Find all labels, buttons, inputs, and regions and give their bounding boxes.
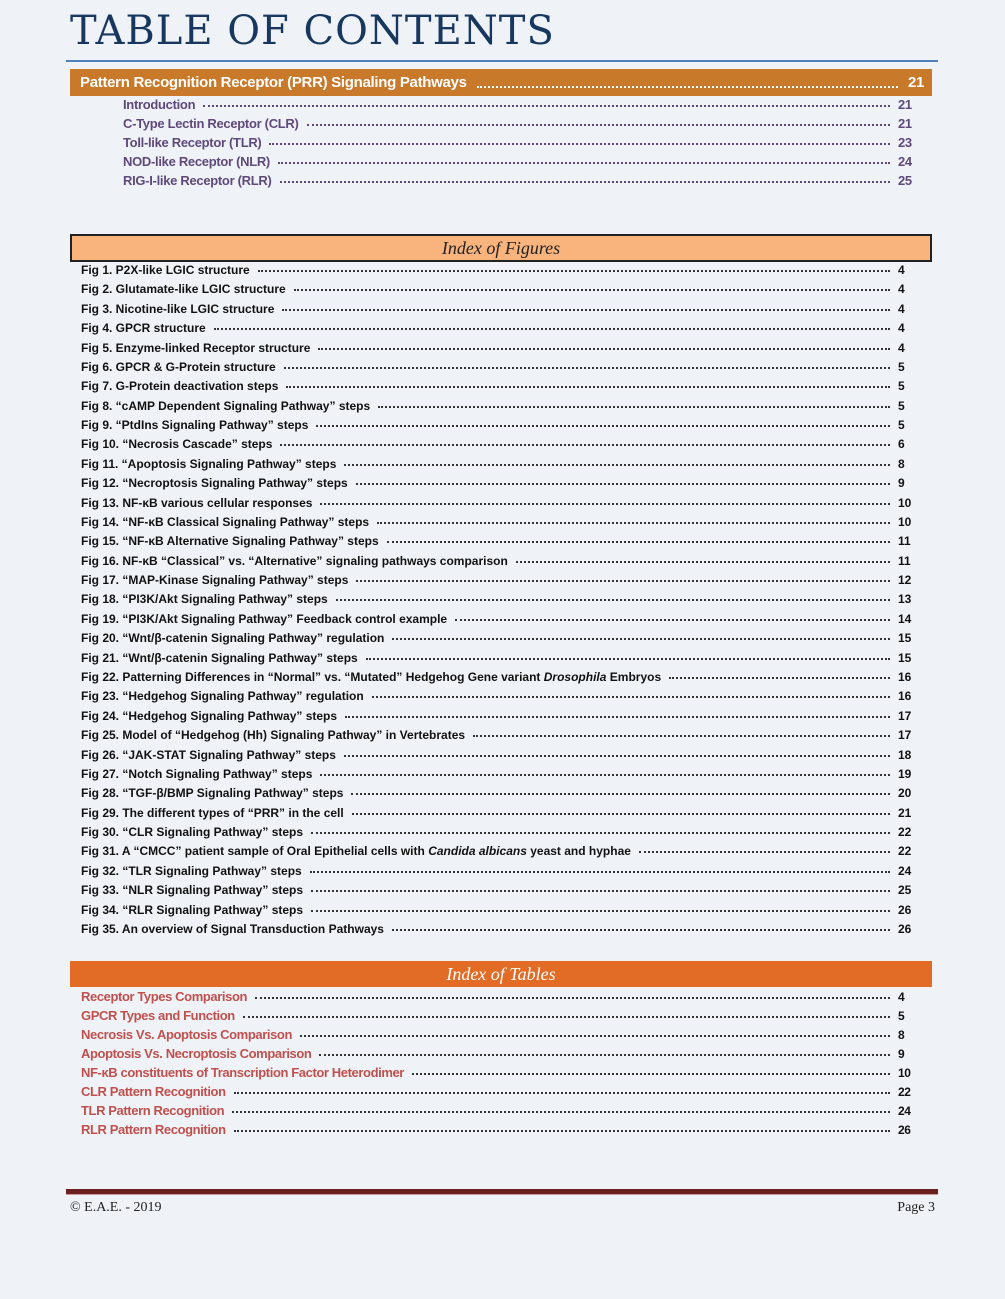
toc-entry-label xyxy=(81,457,336,471)
title-divider xyxy=(66,60,938,62)
toc-entry-page: 21 xyxy=(898,116,912,131)
figure-entry[interactable] xyxy=(81,903,920,917)
label-text: Fig 32. “TLR Signaling Pathway” steps xyxy=(81,863,302,878)
dot-leader xyxy=(344,755,890,757)
label-text: Candida albicans xyxy=(428,844,527,859)
table-entry[interactable] xyxy=(81,1008,920,1023)
dot-leader xyxy=(412,1073,890,1075)
figure-entry[interactable] xyxy=(81,399,920,413)
label-text: Fig 9. “PtdIns Signaling Pathway” steps xyxy=(81,418,309,433)
label-text: Fig 6. GPCR & G-Protein structure xyxy=(81,359,276,374)
toc-entry-page: 18 xyxy=(898,747,912,762)
label-text: Fig 4. GPCR structure xyxy=(81,321,206,336)
label-text: Fig 16. NF-κB “Classical” vs. “Alternative” signaling pathways comparison xyxy=(81,553,508,568)
toc-entry-page: 5 xyxy=(898,379,905,394)
toc-subentry[interactable] xyxy=(123,173,920,188)
figure-entry[interactable] xyxy=(81,883,920,897)
toc-entry-label xyxy=(81,825,303,839)
toc-entry-page: 9 xyxy=(898,476,905,491)
toc-entry-label xyxy=(81,573,348,587)
label-text: CLR Pattern Recognition xyxy=(81,1084,226,1099)
label-text: Embryos xyxy=(606,669,662,684)
label-text: TLR Pattern Recognition xyxy=(81,1103,225,1118)
toc-entry-label xyxy=(81,282,286,296)
footer-divider xyxy=(66,1189,938,1195)
toc-entry-label xyxy=(81,1065,404,1080)
toc-entry-page: 4 xyxy=(898,263,905,277)
label-text: Fig 19. “PI3K/Akt Signaling Pathway” Feedback control example xyxy=(81,611,448,626)
dot-leader xyxy=(258,270,890,272)
figure-entry[interactable] xyxy=(81,476,920,490)
toc-entry-page: 17 xyxy=(898,728,912,743)
toc-entry-page: 16 xyxy=(898,689,912,704)
toc-entry-label xyxy=(81,476,348,490)
dot-leader xyxy=(377,522,890,524)
figure-entry[interactable] xyxy=(81,302,920,316)
label-text: Fig 20. “Wnt/β-catenin Signaling Pathway” regulation xyxy=(81,631,385,646)
toc-entry-page: 11 xyxy=(898,553,911,568)
toc-entry-page: 20 xyxy=(898,786,912,801)
toc-entry-label xyxy=(81,1046,311,1061)
label-text: Fig 29. The different types of “PRR” in the cell xyxy=(81,805,344,820)
toc-entry-page: 5 xyxy=(898,1009,905,1023)
dot-leader xyxy=(473,735,890,737)
dot-leader xyxy=(351,793,890,795)
toc-entry-label xyxy=(81,767,312,781)
dot-leader xyxy=(372,696,890,698)
figure-entry[interactable] xyxy=(81,496,920,510)
figure-entry[interactable] xyxy=(81,631,920,645)
toc-entry-label: Pattern Recognition Receptor (PRR) Signaling Pathways xyxy=(80,74,467,91)
label-text: Fig 27. “Notch Signaling Pathway” steps xyxy=(81,766,313,781)
label-text: Fig 31. A “CMCC” patient sample of Oral Epithelial cells with xyxy=(81,844,429,859)
figure-entry[interactable] xyxy=(81,263,920,277)
toc-entry-page: 4 xyxy=(898,301,905,316)
toc-entry-page: 23 xyxy=(898,135,912,150)
toc-entry-page: 14 xyxy=(898,611,912,626)
label-text: Fig 8. “cAMP Dependent Signaling Pathway” steps xyxy=(81,398,371,413)
toc-entry-page: 21 xyxy=(898,97,912,112)
table-entry[interactable] xyxy=(81,1065,920,1080)
toc-entry-label xyxy=(81,806,344,820)
dot-leader xyxy=(378,406,890,408)
label-text: Fig 5. Enzyme-linked Receptor structure xyxy=(81,340,311,355)
toc-entry-label xyxy=(81,418,308,432)
toc-entry-label xyxy=(81,437,272,451)
toc-entry-page: 21 xyxy=(898,805,912,820)
toc-entry-label xyxy=(81,592,328,606)
footer-page-number: Page 3 xyxy=(897,1200,935,1215)
toc-entry-label xyxy=(81,922,384,936)
toc-entry-label xyxy=(123,135,261,150)
figure-entry[interactable] xyxy=(81,282,920,296)
toc-entry-label xyxy=(81,515,369,529)
toc-entry-page: 15 xyxy=(898,650,912,665)
table-entry[interactable] xyxy=(81,1046,920,1061)
toc-entry-label xyxy=(81,883,303,897)
toc-entry-page: 26 xyxy=(898,921,912,936)
toc-entry-page: 17 xyxy=(898,708,912,723)
toc-entry-page: 10 xyxy=(898,1066,911,1080)
toc-entry-page: 26 xyxy=(898,902,912,917)
table-entry[interactable] xyxy=(81,1103,920,1118)
toc-entry-page: 5 xyxy=(898,398,905,413)
dot-leader xyxy=(319,1054,890,1056)
toc-entry-page: 25 xyxy=(898,173,912,188)
dot-leader xyxy=(477,86,898,88)
label-text: Fig 13. NF-κB various cellular responses xyxy=(81,495,313,510)
dot-leader xyxy=(300,1035,890,1037)
dot-leader xyxy=(255,997,890,999)
dot-leader xyxy=(311,890,890,892)
toc-entry-page: 15 xyxy=(898,631,912,646)
toc-entry-label xyxy=(81,263,250,277)
figure-entry[interactable] xyxy=(81,341,920,355)
dot-leader xyxy=(318,348,890,350)
figure-entry[interactable] xyxy=(81,321,920,335)
dot-leader xyxy=(311,910,890,912)
figure-entry[interactable] xyxy=(81,670,920,684)
label-text: Apoptosis Vs. Necroptosis Comparison xyxy=(81,1046,312,1061)
figure-entry[interactable] xyxy=(81,748,920,762)
index-of-figures-header: Index of Figures xyxy=(70,234,932,262)
label-text: Fig 7. G-Protein deactivation steps xyxy=(81,379,279,394)
label-text: Fig 30. “CLR Signaling Pathway” steps xyxy=(81,825,304,840)
toc-entry-label xyxy=(81,864,302,878)
label-text: Fig 22. Patterning Differences in “Normal” vs. “Mutated” Hedgehog Gene variant xyxy=(81,669,544,684)
label-text: NOD-like Receptor (NLR) xyxy=(123,154,270,169)
toc-entry-label xyxy=(123,116,299,131)
label-text: Fig 23. “Hedgehog Signaling Pathway” regulation xyxy=(81,689,364,704)
dot-leader xyxy=(294,289,890,291)
toc-entry-label xyxy=(81,989,247,1004)
dot-leader xyxy=(316,425,890,427)
toc-entry-label xyxy=(81,1122,226,1137)
label-text: Fig 21. “Wnt/β-catenin Signaling Pathway” steps xyxy=(81,650,358,665)
toc-entry-page: 13 xyxy=(898,592,912,607)
toc-entry-label xyxy=(81,709,337,723)
dot-leader xyxy=(310,871,890,873)
toc-entry-label xyxy=(123,173,272,188)
label-text: Fig 33. “NLR Signaling Pathway” steps xyxy=(81,883,304,898)
figure-entry[interactable] xyxy=(81,437,920,451)
table-entry[interactable] xyxy=(81,1027,920,1042)
toc-entry-label xyxy=(81,341,310,355)
figure-entry[interactable] xyxy=(81,864,920,878)
toc-entry-label xyxy=(81,1084,226,1099)
label-text: Fig 34. “RLR Signaling Pathway” steps xyxy=(81,902,304,917)
figure-entry[interactable] xyxy=(81,922,920,936)
figure-entry[interactable] xyxy=(81,786,920,800)
label-text: Fig 2. Glutamate-like LGIC structure xyxy=(81,282,286,297)
toc-entry-label xyxy=(81,302,274,316)
toc-entry-page: 4 xyxy=(898,282,905,297)
dot-leader xyxy=(516,561,890,563)
label-text: Fig 35. An overview of Signal Transduction Pathways xyxy=(81,921,384,936)
dot-leader xyxy=(392,929,890,931)
toc-entry-label xyxy=(81,360,276,374)
label-text: Necrosis Vs. Apoptosis Comparison xyxy=(81,1027,292,1042)
dot-leader xyxy=(280,444,890,446)
toc-subentry[interactable] xyxy=(123,154,920,169)
toc-entry-page: 5 xyxy=(898,418,905,433)
label-text: Receptor Types Comparison xyxy=(81,989,248,1004)
toc-entry-label xyxy=(81,1103,224,1118)
figure-entry[interactable] xyxy=(81,534,920,548)
toc-entry-page: 12 xyxy=(898,573,912,588)
toc-entry-page: 4 xyxy=(898,321,905,336)
figure-entry[interactable] xyxy=(81,709,920,723)
dot-leader xyxy=(203,105,890,107)
label-text: Fig 26. “JAK-STAT Signaling Pathway” steps xyxy=(81,747,336,762)
dot-leader xyxy=(669,677,890,679)
label-text: Fig 14. “NF-κB Classical Signaling Pathway” steps xyxy=(81,514,370,529)
toc-subentry[interactable] xyxy=(123,116,920,131)
label-text: yeast and hyphae xyxy=(526,844,631,859)
toc-entry-label xyxy=(81,748,336,762)
toc-entry-page: 5 xyxy=(898,359,905,374)
figure-entry[interactable] xyxy=(81,689,920,703)
page-title: TABLE OF CONTENTS xyxy=(70,8,555,54)
toc-entry-page: 4 xyxy=(898,340,905,355)
label-text: RLR Pattern Recognition xyxy=(81,1122,226,1137)
figure-entry[interactable] xyxy=(81,379,920,393)
figure-entry[interactable] xyxy=(81,651,920,665)
dot-leader xyxy=(320,774,890,776)
figure-entry[interactable] xyxy=(81,457,920,471)
toc-entry-label xyxy=(81,496,312,510)
dot-leader xyxy=(455,619,890,621)
toc-entry-label xyxy=(81,554,508,568)
toc-entry-page: 22 xyxy=(898,1085,911,1099)
label-text: C-Type Lectin Receptor (CLR) xyxy=(123,116,299,131)
label-text: Fig 25. Model of “Hedgehog (Hh) Signaling Pathway” in Vertebrates xyxy=(81,728,466,743)
toc-subentry[interactable] xyxy=(123,135,920,150)
dot-leader xyxy=(234,1130,890,1132)
toc-entry-page: 8 xyxy=(898,1028,905,1042)
dot-leader xyxy=(356,580,890,582)
figure-entry[interactable] xyxy=(81,728,920,742)
figure-entry[interactable] xyxy=(81,612,920,626)
toc-entry-page: 19 xyxy=(898,766,912,781)
dot-leader xyxy=(387,541,890,543)
toc-entry-label xyxy=(81,786,343,800)
dot-leader xyxy=(232,1111,890,1113)
toc-entry-page: 26 xyxy=(898,1123,911,1137)
label-text: Fig 18. “PI3K/Akt Signaling Pathway” steps xyxy=(81,592,328,607)
toc-entry-label xyxy=(81,321,206,335)
toc-entry-label xyxy=(81,728,465,742)
table-entry[interactable] xyxy=(81,989,920,1004)
toc-subentry[interactable] xyxy=(123,97,920,112)
toc-entry-label xyxy=(81,612,447,626)
label-text: Toll-like Receptor (TLR) xyxy=(123,135,262,150)
toc-entry-page: 4 xyxy=(898,990,905,1004)
toc-entry-label xyxy=(81,534,379,548)
toc-entry-page: 22 xyxy=(898,825,912,840)
dot-leader xyxy=(345,716,890,718)
table-entry[interactable] xyxy=(81,1122,920,1137)
label-text: Fig 28. “TGF-β/BMP Signaling Pathway” steps xyxy=(81,786,344,801)
dot-leader xyxy=(352,813,890,815)
toc-entry-label xyxy=(81,689,364,703)
toc-entry-page: 25 xyxy=(898,883,912,898)
toc-entry-page: 22 xyxy=(898,844,912,859)
dot-leader xyxy=(639,851,890,853)
label-text: Fig 3. Nicotine-like LGIC structure xyxy=(81,301,275,316)
figure-entry[interactable] xyxy=(81,360,920,374)
label-text: Fig 24. “Hedgehog Signaling Pathway” steps xyxy=(81,708,338,723)
label-text: Introduction xyxy=(123,97,196,112)
dot-leader xyxy=(307,124,890,126)
toc-entry-label xyxy=(81,1027,292,1042)
table-entry[interactable] xyxy=(81,1084,920,1099)
footer-copyright: © E.A.E. - 2019 xyxy=(70,1200,162,1215)
label-text: Drosophila xyxy=(543,669,607,684)
toc-entry-label xyxy=(81,1008,235,1023)
dot-leader xyxy=(284,367,890,369)
toc-entry-page: 24 xyxy=(898,154,912,169)
index-of-tables-header: Index of Tables xyxy=(70,961,932,987)
toc-entry-page: 6 xyxy=(898,437,905,452)
toc-entry-label xyxy=(81,844,631,858)
label-text: Fig 10. “Necrosis Cascade” steps xyxy=(81,437,273,452)
toc-entry-page: 10 xyxy=(898,495,912,510)
toc-entry-page: 24 xyxy=(898,863,912,878)
dot-leader xyxy=(282,309,890,311)
toc-entry-page: 24 xyxy=(898,1104,911,1118)
toc-entry-label xyxy=(81,379,278,393)
toc-entry-page: 10 xyxy=(898,514,912,529)
dot-leader xyxy=(278,162,890,164)
figure-entry[interactable] xyxy=(81,515,920,529)
label-text: Fig 15. “NF-κB Alternative Signaling Pathway” steps xyxy=(81,534,379,549)
toc-entry-label xyxy=(81,651,358,665)
dot-leader xyxy=(214,328,890,330)
toc-entry-label xyxy=(81,399,370,413)
label-text: NF-κB constituents of Transcription Factor Heterodimer xyxy=(81,1065,404,1080)
label-text: Fig 17. “MAP-Kinase Signaling Pathway” steps xyxy=(81,573,349,588)
toc-entry-page: 8 xyxy=(898,456,905,471)
dot-leader xyxy=(234,1092,890,1094)
figure-entry[interactable] xyxy=(81,573,920,587)
figure-entry[interactable] xyxy=(81,592,920,606)
toc-entry-page: 11 xyxy=(898,534,911,549)
toc-entry-page: 16 xyxy=(898,669,912,684)
dot-leader xyxy=(356,483,890,485)
toc-entry-label xyxy=(81,631,384,645)
label-text: RIG-I-like Receptor (RLR) xyxy=(123,173,272,188)
dot-leader xyxy=(392,638,890,640)
dot-leader xyxy=(311,832,890,834)
dot-leader xyxy=(344,464,890,466)
dot-leader xyxy=(280,181,890,183)
figure-entry[interactable] xyxy=(81,418,920,432)
toc-entry-page: 21 xyxy=(908,74,925,91)
label-text: Fig 11. “Apoptosis Signaling Pathway” steps xyxy=(81,456,337,471)
dot-leader xyxy=(286,386,890,388)
dot-leader xyxy=(320,503,890,505)
toc-entry-label xyxy=(81,903,303,917)
toc-entry-label xyxy=(81,670,661,684)
figure-entry[interactable] xyxy=(81,554,920,568)
dot-leader xyxy=(366,658,890,660)
toc-entry-label xyxy=(123,97,195,112)
toc-entry-page: 9 xyxy=(898,1047,905,1061)
figure-entry[interactable] xyxy=(81,806,920,820)
label-text: Fig 12. “Necroptosis Signaling Pathway” steps xyxy=(81,476,348,491)
dot-leader xyxy=(336,599,890,601)
figure-entry[interactable] xyxy=(81,825,920,839)
dot-leader xyxy=(243,1016,890,1018)
toc-entry-prr[interactable] xyxy=(70,69,932,96)
dot-leader xyxy=(269,143,890,145)
label-text: GPCR Types and Function xyxy=(81,1008,235,1023)
figure-entry[interactable] xyxy=(81,844,920,858)
toc-entry-label xyxy=(123,154,270,169)
figure-entry[interactable] xyxy=(81,767,920,781)
label-text: Fig 1. P2X-like LGIC structure xyxy=(81,263,250,277)
